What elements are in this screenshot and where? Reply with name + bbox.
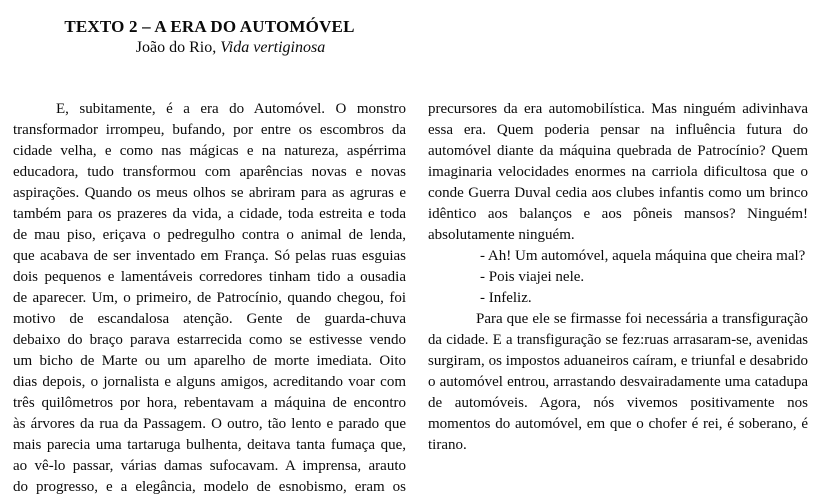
- text-line: de automóveis. Agora, nós vivemos positivamente nos: [428, 395, 808, 411]
- text-line: cidade velha, e como nas mágicas e na natureza, aspérrima: [13, 143, 406, 159]
- text-line: do progresso, e a elegância, modelo de esnobismo, eram os: [13, 479, 406, 495]
- text-line: surgiram, os impostos aduaneiros caíram, e triunfal e desabrido: [428, 353, 808, 369]
- text-line: transformador irrompeu, bufando, por entre os escombros da: [13, 122, 406, 138]
- text-line: Para que ele se firmasse foi necessária a transfiguração: [476, 311, 808, 327]
- byline-author: João do Rio,: [135, 39, 217, 56]
- document-byline: [13, 37, 406, 58]
- text-line: essa era. Quem poderia pensar na influência futura do: [428, 122, 808, 138]
- text-line: tirano.: [428, 437, 467, 453]
- text-line: precursores da era automobilística. Mas ninguém adivinhava: [428, 101, 808, 117]
- text-line: - Infeliz.: [480, 290, 532, 306]
- text-line: dois pequenos e lamentáveis corredores tinham tido a ousadia: [13, 269, 406, 285]
- text-line: educadora, tudo transformou com aparências novas e novas: [13, 164, 406, 180]
- text-line: também para os prazeres da vida, a cidade, toda estreita e toda: [13, 206, 406, 222]
- document-header: [13, 16, 406, 58]
- text-line: idêntico aos balanços e aos pôneis mansos? Ninguém!: [428, 206, 808, 222]
- text-line: ao vê-lo passar, várias damas sufocavam. A imprensa, arauto: [13, 458, 406, 474]
- text-line: absolutamente ninguém.: [428, 227, 575, 243]
- text-line: aspirações. Quando os meus olhos se abriram para as agruras e: [13, 185, 406, 201]
- text-line: conde Guerra Duval cedia aos clubes infantis como um brinco: [428, 185, 808, 201]
- text-line: automóvel diante da máquina quebrada de Patrocínio? Quem: [428, 143, 808, 159]
- text-line: às árvores da rua da Passagem. O outro, tão lento e parado que: [13, 416, 406, 432]
- text-line: dias depois, o jornalista e alguns amigos, acreditando voar com: [13, 374, 406, 390]
- text-line: da cidade. E a transfiguração se fez:ruas arrasaram-se, avenidas: [428, 332, 808, 348]
- text-line: que acabava de ser inventado em França. Só pelas ruas esguias: [13, 248, 406, 264]
- text-line: motivo de escandalosa atenção. Gente de guarda-chuva: [13, 311, 406, 327]
- text-line: - Pois viajei nele.: [480, 269, 585, 285]
- text-line: - Ah! Um automóvel, aquela máquina que cheira mal?: [480, 248, 806, 264]
- text-line: momentos do automóvel, em que o chofer é rei, é soberano, é: [428, 416, 808, 432]
- text-line: o automóvel entrou, arrastando desvairadamente uma catadupa: [428, 374, 808, 390]
- text-line: imaginaria velocidades enormes na carriola dificultosa que o: [428, 164, 808, 180]
- document-title: TEXTO 2 – A ERA DO AUTOMÓVEL: [64, 17, 355, 36]
- text-line: de mau piso, eriçava o pedregulho contra o animal de lenda,: [13, 227, 406, 243]
- text-column-left: [13, 99, 406, 498]
- text-line: um bicho de Marte ou um aparelho de morte imediata. Oito: [13, 353, 406, 369]
- byline-work-title: Vida vertiginosa: [220, 39, 326, 56]
- text-line: três quilômetros por hora, rebentavam a máquina de encontro: [13, 395, 406, 411]
- text-column-right: [428, 99, 808, 456]
- text-line: de aparecer. Um, o primeiro, de Patrocínio, quando chegou, foi: [13, 290, 406, 306]
- text-line: mais parecia uma tartaruga bulhenta, deitava tanta fumaça que,: [13, 437, 406, 453]
- text-line: debaixo do braço parava estarrecida como se estivesse vendo: [13, 332, 406, 348]
- text-line: E, subitamente, é a era do Automóvel. O monstro: [56, 101, 406, 117]
